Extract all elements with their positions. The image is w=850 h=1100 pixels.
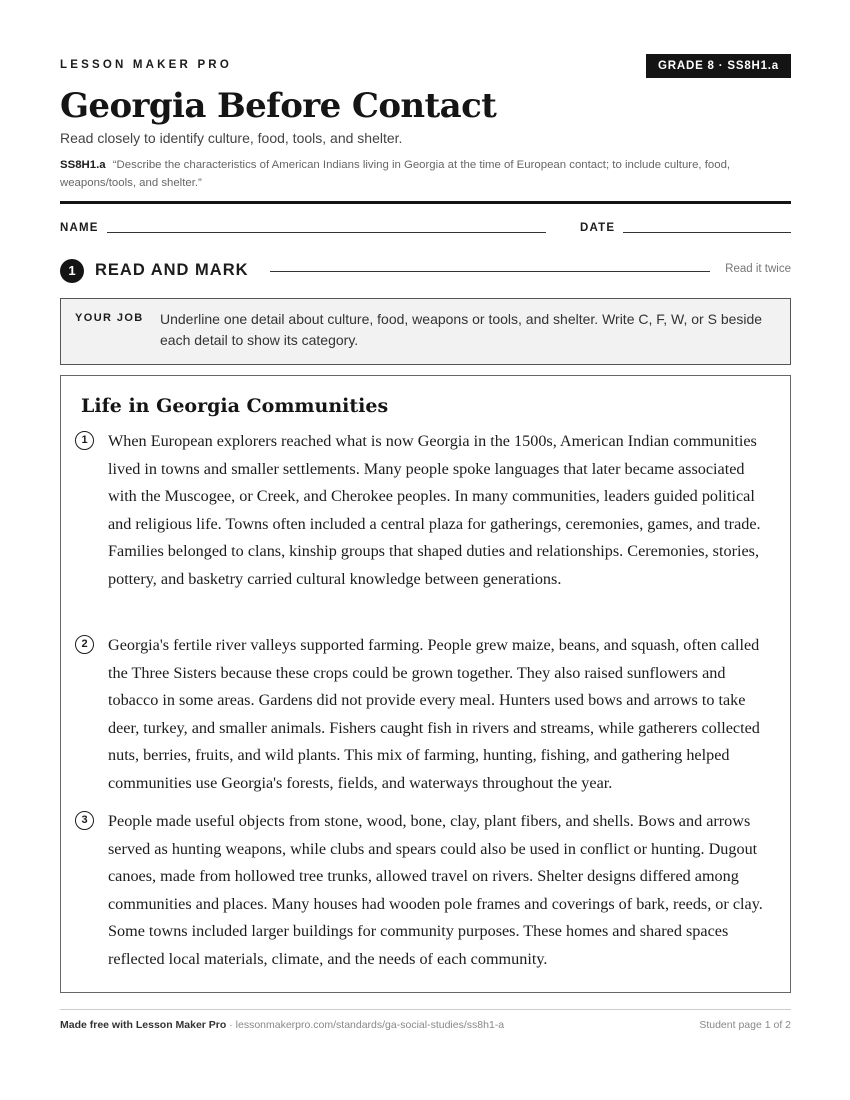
- footer-credit: [60, 1019, 504, 1031]
- date-label: DATE: [580, 222, 616, 234]
- section-title: READ AND MARK: [95, 261, 249, 279]
- passage-title: Life in Georgia Communities: [81, 395, 389, 417]
- instructions-label: YOUR JOB: [75, 312, 144, 324]
- section-note: Read it twice: [725, 263, 791, 275]
- instructions-text: Underline one detail about culture, food, weapons or tools, and shelter. Write C, F, W, or S beside each detail to show its category.: [160, 311, 763, 348]
- paragraph-text: When European explorers reached what is now Georgia in the 1500s, American Indian communities lived in towns and smaller settlements. Many people spoke languages that later became associated with the Muscogee, or Creek, and Cherokee peoples. In many communities, leaders guided political and religious life. Towns often included a central plaza for gatherings, ceremonies, games, and trade. Families belonged to clans, kinship groups that shaped duties and relationships. Ceremonies, stories, pottery, and basketry carried cultural knowledge between generations.: [108, 432, 761, 588]
- date-field[interactable]: [623, 232, 791, 233]
- paragraph-text: Georgia's fertile river valleys supported farming. People grew maize, beans, and squash, often called the Three Sisters because these crops could be grown together. They also raised sunflowers and tobacco in some areas. Gardens did not provide every meal. Hunters used bows and arrows to take deer, turkey, and smaller animals. Fishers caught fish in rivers and streams, while gatherers collected nuts, berries, fruits, and wild plants. This mix of farming, hunting, fishing, and gathering helped communities use Georgia's forests, fields, and waterways throughout the year.: [108, 636, 760, 792]
- header-divider: [60, 201, 791, 204]
- page-title: Georgia Before Contact: [60, 86, 497, 126]
- standard-description: [60, 156, 791, 192]
- paragraph-number: 2: [75, 635, 94, 654]
- paragraph-text: People made useful objects from stone, wood, bone, clay, plant fibers, and shells. Bows and arrows served as hunting weapons, while clubs and spears could also be used in conflict or hunting. Dugout canoes, made from hollowed tree trunks, allowed travel on rivers. Shelter designs differed among communities and places. Many houses had wooden pole frames and coverings of bark, reeds, or clay. Some towns included larger buildings for community purposes. These homes and shared spaces reflected local materials, climate, and the needs of each community.: [108, 812, 763, 968]
- paragraph-number: 3: [75, 811, 94, 830]
- paragraph-number: 1: [75, 431, 94, 450]
- footer-divider: [60, 1009, 791, 1010]
- footer-url[interactable]: lessonmakerpro.com/standards/ga-social-studies/ss8h1-a: [235, 1019, 505, 1031]
- brand-name: LESSON MAKER PRO: [60, 59, 232, 71]
- name-field[interactable]: [107, 232, 546, 233]
- instructions-box: [60, 298, 791, 365]
- standard-text: “Describe the characteristics of American Indians living in Georgia at the time of European contact; to include culture, food, weapons/tools, and shelter.”: [60, 159, 731, 189]
- section-divider: [270, 271, 710, 272]
- name-label: NAME: [60, 222, 99, 234]
- footer-made-with: Made free with Lesson Maker Pro: [60, 1019, 227, 1031]
- footer-separator: ·: [229, 1019, 236, 1031]
- page-subtitle: Read closely to identify culture, food, tools, and shelter.: [60, 130, 403, 146]
- standard-code: SS8H1.a: [60, 159, 106, 171]
- reading-passage: [60, 375, 791, 993]
- section-number-badge: 1: [60, 259, 84, 283]
- grade-badge: GRADE 8 · SS8H1.a: [646, 54, 791, 78]
- page-indicator: Student page 1 of 2: [699, 1019, 791, 1031]
